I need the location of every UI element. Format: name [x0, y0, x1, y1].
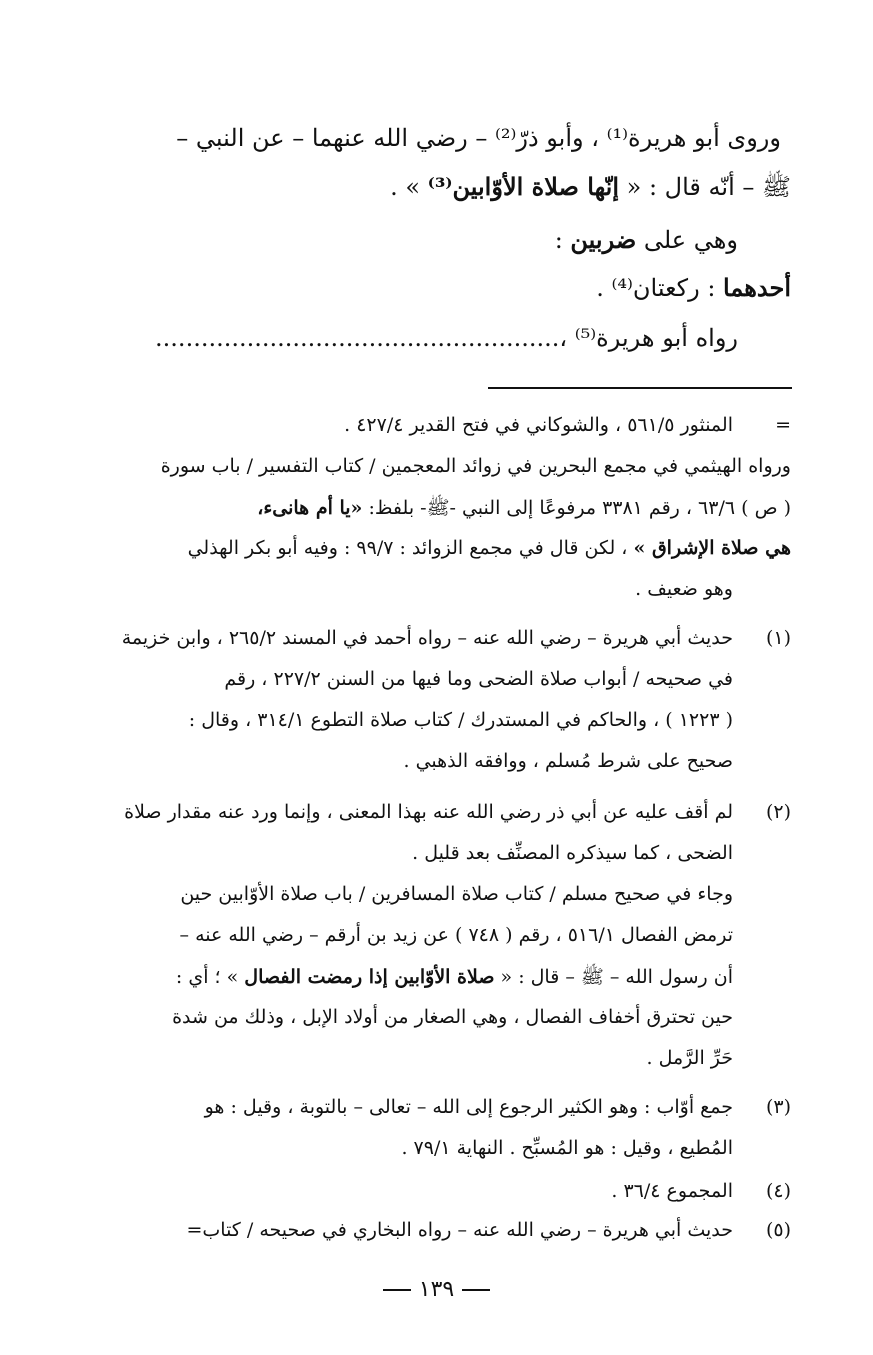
main-text-line-4: [596, 273, 791, 302]
footnote-1-line-1: حديث أبي هريرة – رضي الله عنه – رواه أحمد في المسند ٢٦٥/٢ ، وابن خزيمة: [121, 627, 733, 649]
footnote-cont-line-4: [188, 537, 791, 559]
footnote-2-line-3: وجاء في صحيح مسلم / كتاب صلاة المسافرين / باب صلاة الأوّابين حين: [180, 883, 733, 905]
footnote-cont-line-2: ورواه الهيثمي في مجمع البحرين في زوائد المعجمين / كتاب التفسير / باب سورة: [160, 455, 791, 477]
footnote-2-line-5-end: » ؛ أي :: [175, 966, 245, 988]
footnote-cont-quote-end: هي صلاة الإشراق »: [633, 537, 791, 559]
footnote-cont-line-1: المنثور ٥٦١/٥ ، والشوكاني في فتح القدير ٤٢٧/٤ .: [344, 414, 733, 436]
main-text-line-4-rest: : ركعتان⁽⁴⁾ .: [596, 274, 724, 302]
footnote-2-marker: (٢): [765, 801, 791, 823]
footnote-1-line-4: صحيح على شرط مُسلم ، ووافقه الذهبي .: [403, 750, 733, 772]
footnote-2-line-4: ترمض الفصال ٥١٦/١ ، رقم ( ٧٤٨ ) عن زيد بن أرقم – رضي الله عنه –: [179, 924, 733, 946]
keyword-ahaduhuma: أحدهما: [723, 273, 791, 302]
footnote-cont-line-3-start: ( ص ) ٦٣/٦ ، رقم ٣٣٨١ مرفوعًا إلى النبي -ﷺ- بلفظ:: [362, 497, 791, 519]
main-text-line-3-start: وهي على: [636, 226, 738, 254]
footnote-2-line-6: حين تحترق أخفاف الفصال ، وهي الصغار من أولاد الإبل ، وذلك من شدة: [172, 1006, 733, 1028]
main-text-line-1: وروى أبو هريرة⁽¹⁾ ، وأبو ذرّ⁽²⁾ – رضي الله عنهما – عن النبي –: [176, 124, 781, 152]
footnote-2-quote: صلاة الأوّابين إذا رمضت الفصال: [244, 966, 495, 988]
footnote-2-line-7: حَرِّ الرَّمل .: [646, 1047, 733, 1069]
footnote-4-line-1: المجموع ٣٦/٤ .: [611, 1180, 733, 1202]
main-text-line-2-start: ﷺ – أنّه قال : «: [619, 173, 791, 201]
footnote-2-line-5: [176, 965, 733, 993]
footnote-3-line-1: جمع أوّاب : وهو الكثير الرجوع إلى الله – تعالى – بالتوبة ، وقيل : هو: [204, 1096, 733, 1118]
footnote-2-line-5-start: أن رسول الله – ﷺ – قال : «: [494, 966, 733, 988]
footnote-separator: [488, 387, 792, 389]
footnote-3-marker: (٣): [765, 1096, 791, 1118]
page-number-value: ١٣٩: [418, 1277, 455, 1302]
footnote-5-line-1: حديث أبي هريرة – رضي الله عنه – رواه البخاري في صحيحه / كتاب=: [186, 1219, 733, 1241]
footnote-1-marker: (١): [765, 627, 791, 649]
hadith-quote: إنّها صلاة الأوّابين⁽³⁾: [427, 172, 620, 201]
footnote-1-line-2: في صحيحه / أبواب صلاة الضحى وما فيها من السنن ٢٢٧/٢ ، رقم: [224, 668, 733, 690]
page-number-dash-left: [383, 1289, 411, 1291]
footnote-cont-line-4-rest: ، لكن قال في مجمع الزوائد : ٩٩/٧ : وفيه أبو بكر الهذلي: [187, 537, 634, 559]
keyword-darbayn: ضربين: [570, 225, 637, 254]
footnote-2-line-2: الضحى ، كما سيذكره المصنِّف بعد قليل .: [412, 842, 733, 864]
main-text-line-3: [555, 225, 738, 254]
main-text-line-5: رواه أبو هريرة⁽⁵⁾ ،.....................................................: [155, 324, 738, 352]
footnote-2-line-1: لم أقف عليه عن أبي ذر رضي الله عنه بهذا المعنى ، وإنما ورد عنه مقدار صلاة: [124, 801, 733, 823]
main-text-line-3-end: :: [554, 226, 571, 254]
footnote-5-marker: (٥): [765, 1219, 791, 1241]
page-number: [0, 1277, 873, 1302]
footnote-3-line-2: المُطيع ، وقيل : هو المُسبِّح . النهاية ٧٩/١ .: [401, 1137, 733, 1159]
page-number-dash-right: [462, 1289, 490, 1291]
footnote-4-marker: (٤): [765, 1180, 791, 1202]
footnote-cont-quote-start: «يا أم هانىء،: [257, 497, 363, 519]
continuation-marker: =: [775, 414, 791, 436]
main-text-line-2-end: » .: [390, 173, 428, 201]
footnote-cont-line-5: وهو ضعيف .: [635, 578, 733, 600]
footnote-cont-line-3: [257, 496, 791, 524]
footnote-1-line-3: ( ١٢٢٣ ) ، والحاكم في المستدرك / كتاب صلاة التطوع ٣١٤/١ ، وقال :: [188, 709, 733, 731]
main-text-line-2: [390, 172, 791, 207]
